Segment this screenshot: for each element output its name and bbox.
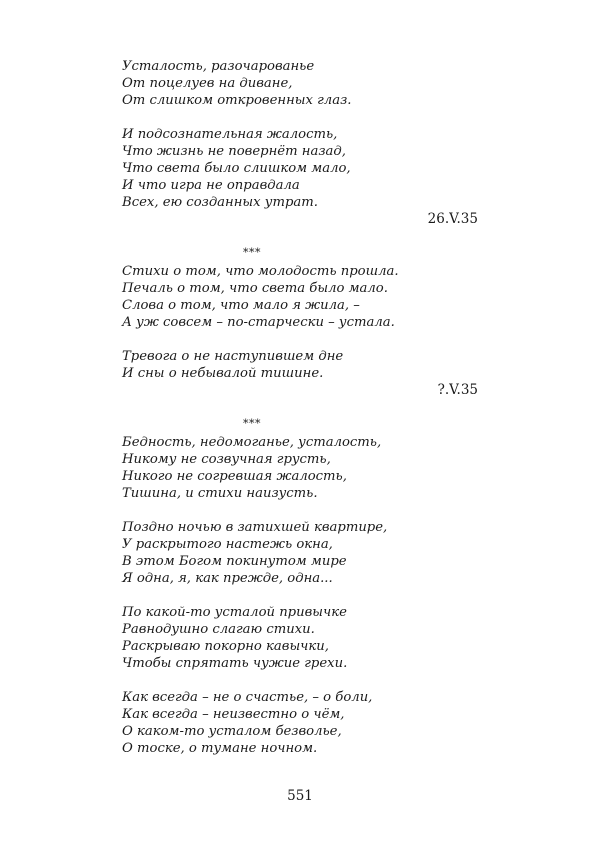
poem-line: И сны о небывалой тишине. [122,366,324,381]
poem-line: Как всегда – неизвестно о чём, [122,707,345,722]
poem-line: Тревога о не наступившем дне [122,349,344,364]
poem-2 [122,263,482,382]
poem-line: В этом Богом покинутом мире [122,554,347,569]
poem-line: Никого не согревшая жалость, [122,469,347,484]
poem-line: Слова о том, что мало я жила, – [122,298,360,313]
poem-line: Чтобы спрятать чужие грехи. [122,656,348,671]
poem-line: О тоске, о тумане ночном. [122,741,318,756]
poem-line: Печаль о том, что света было мало. [122,281,388,296]
poem-line: Стихи о том, что молодость прошла. [122,264,399,279]
poem-line: И подсознательная жалость, [122,127,338,142]
poem-line: По какой-то усталой привычке [122,605,347,620]
poem-line: О каком-то усталом безволье, [122,724,342,739]
poem-line: Бедность, недомоганье, усталость, [122,435,382,450]
poem-line: Никому не созвучная грусть, [122,452,331,467]
poem-1-date: 26.V.35 [427,211,478,227]
poem-line: Что жизнь не повернёт назад, [122,144,346,159]
poem-line: Что света было слишком мало, [122,161,351,176]
poem-line: У раскрытого настежь окна, [122,537,333,552]
poem-line: А уж совсем – по-старчески – устала. [122,315,395,330]
poem-line: От поцелуев на диване, [122,76,293,91]
poem-line: Поздно ночью в затихшей квартире, [122,520,388,535]
poem-3 [122,434,482,757]
poem-line: Как всегда – не о счастье, – о боли, [122,690,373,705]
poem-2-separator: *** [243,246,261,259]
poem-line: Равнодушно слагаю стихи. [122,622,315,637]
poem-2-date: ?.V.35 [437,382,478,398]
page-number: 551 [287,788,313,804]
poem-line: От слишком откровенных глаз. [122,93,352,108]
poem-line: Всех, ею созданных утрат. [122,195,318,210]
poem-line: И что игра не оправдала [122,178,300,193]
poem-line: Раскрываю покорно кавычки, [122,639,329,654]
poem-3-separator: *** [243,417,261,430]
poem-line: Усталость, разочарованье [122,59,315,74]
poem-1 [122,58,482,211]
poem-line: Я одна, я, как прежде, одна... [122,571,333,586]
poem-line: Тишина, и стихи наизусть. [122,486,318,501]
